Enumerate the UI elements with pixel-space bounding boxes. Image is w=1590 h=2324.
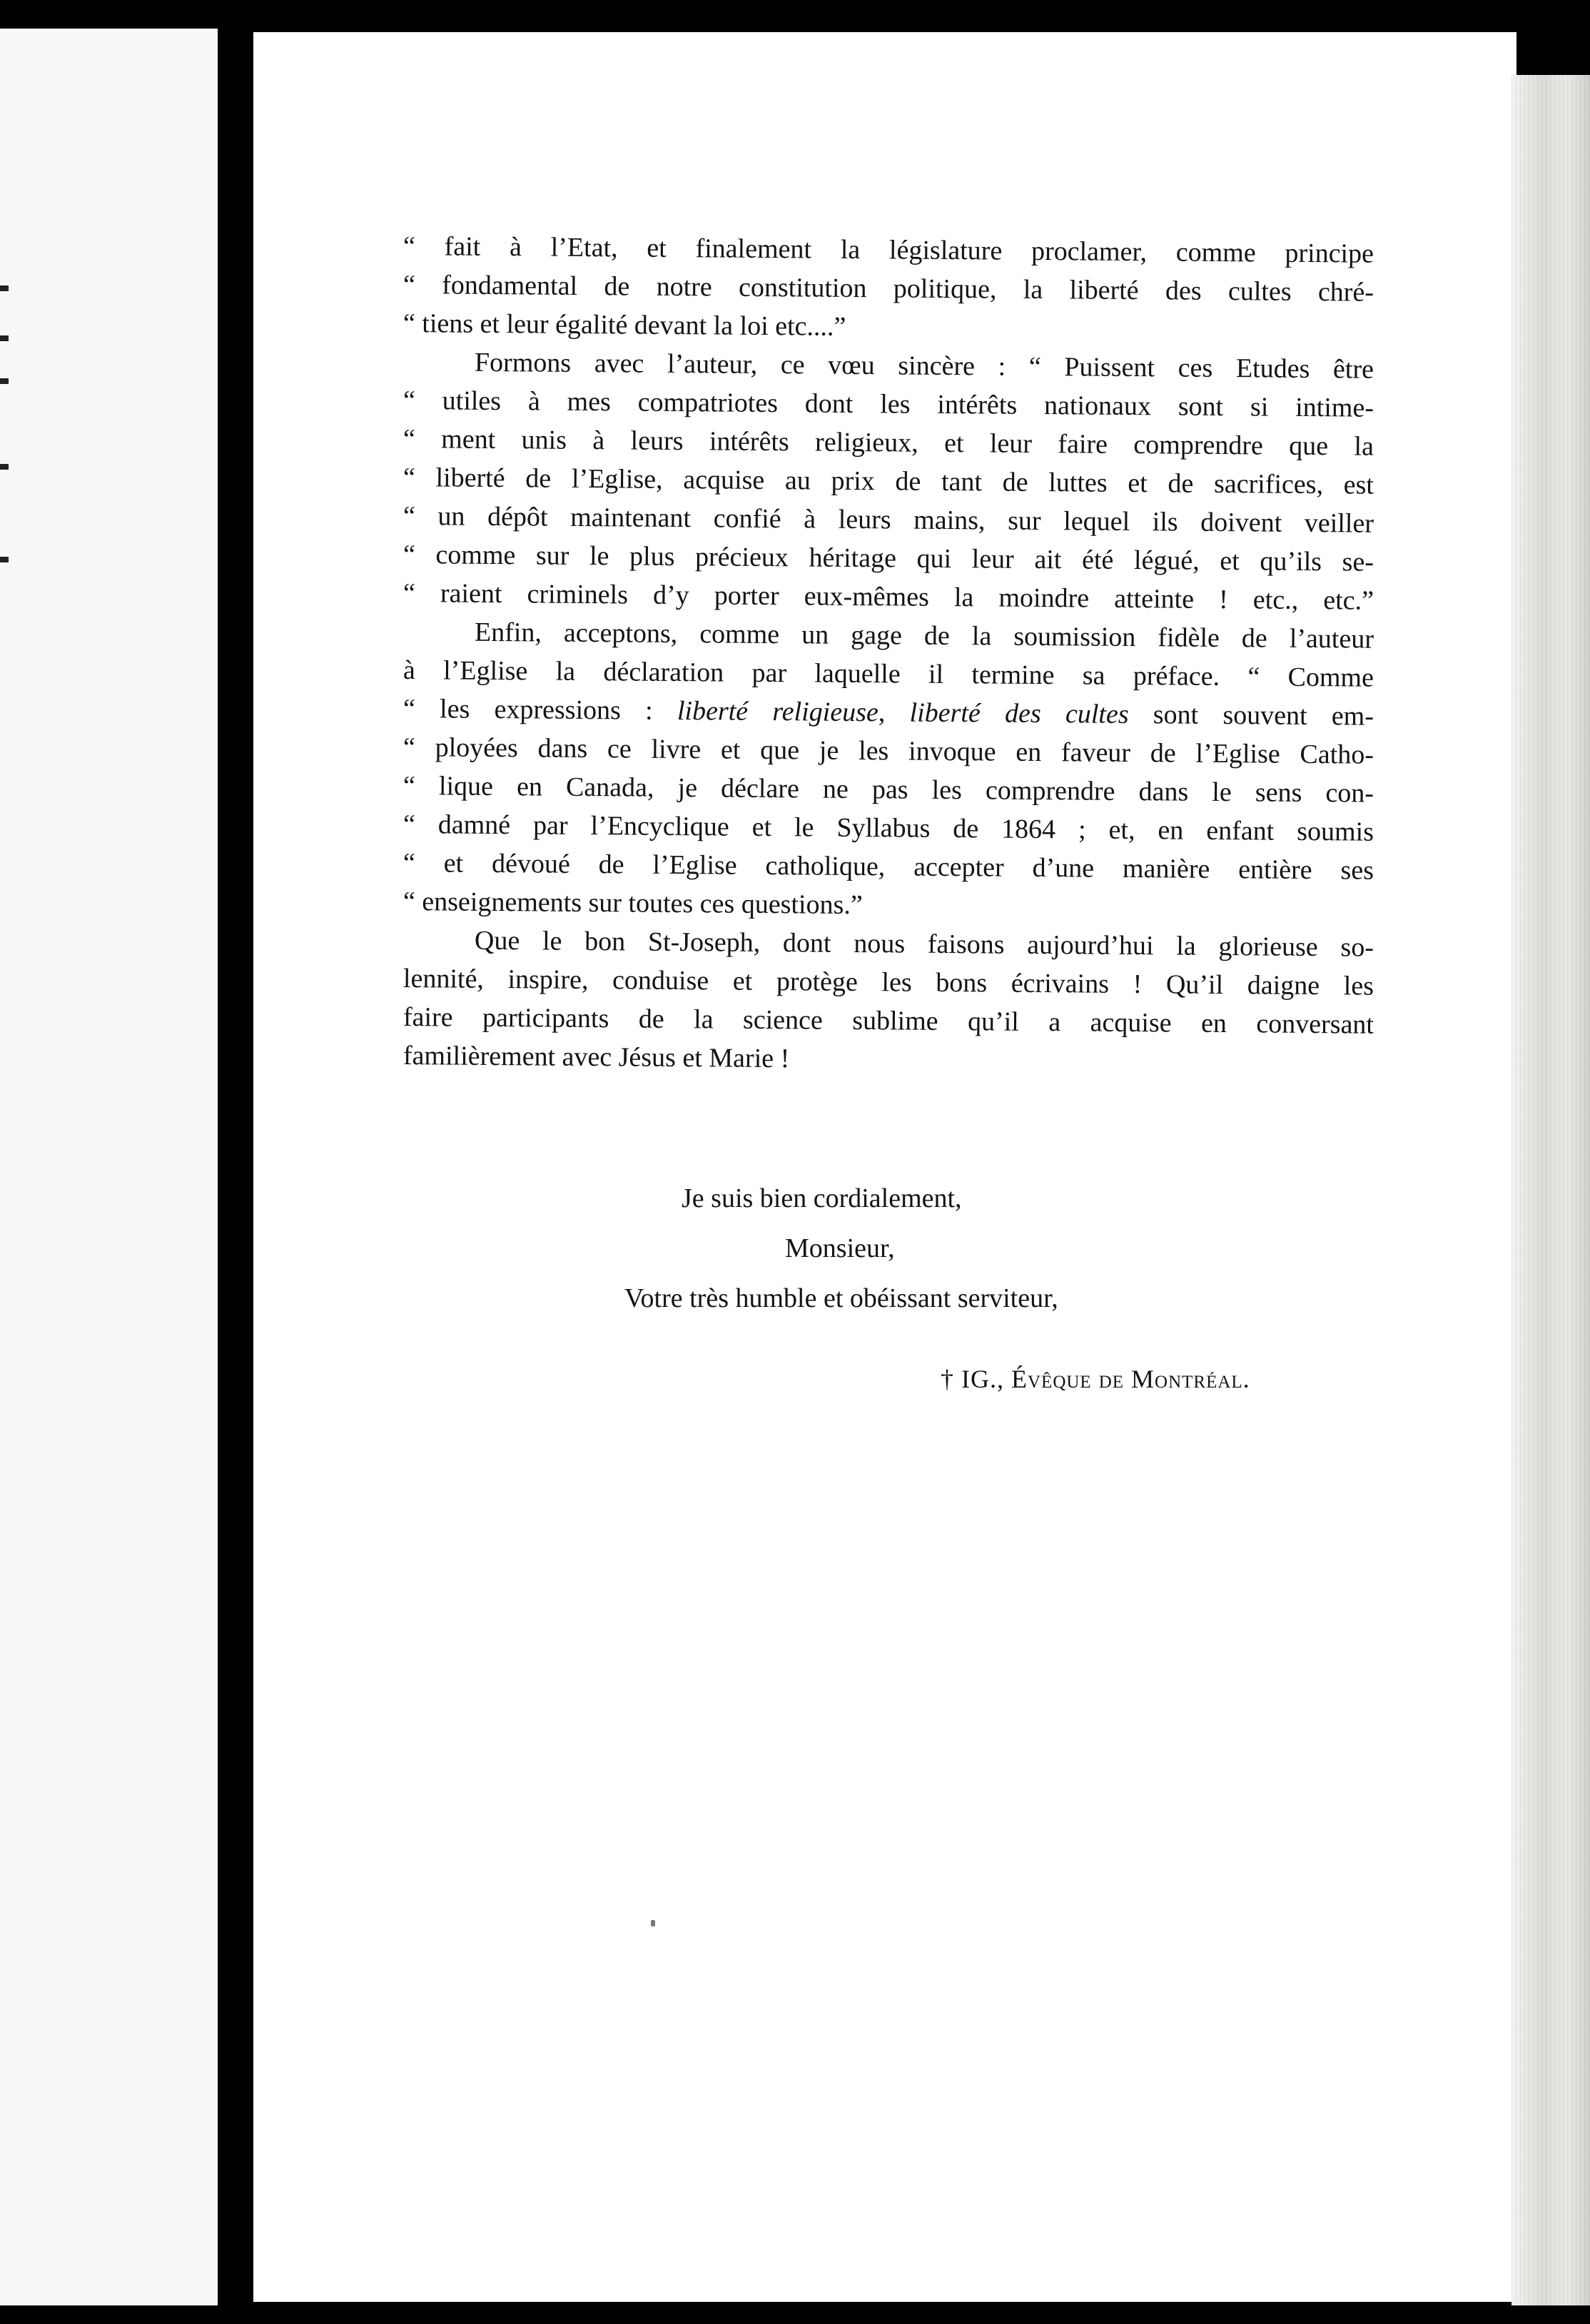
closing-serviteur: Votre très humble et obéissant serviteur,	[624, 1283, 1058, 1313]
letter-body	[403, 227, 1374, 1075]
expressions-suffix: sont souvent em-	[1128, 699, 1374, 732]
text-line: “ lique en Canada, je déclare ne pas les comprendre dans le sens con-	[402, 771, 1374, 809]
closing-monsieur: Monsieur,	[785, 1233, 895, 1263]
text-line: “ ployées dans ce livre et que je les invoque en faveur de l’Eglise Catho-	[402, 732, 1374, 770]
text-line: “ un dépôt maintenant confié à leurs mains, sur lequel ils doivent veiller	[402, 501, 1374, 539]
expressions-italic-cultes: liberté des cultes	[909, 697, 1129, 729]
paper-speck	[651, 1920, 655, 1926]
text-line: Que le bon St-Joseph, dont nous faisons aujourd’hui la glorieuse so-	[474, 925, 1374, 963]
left-page-margin-marks	[0, 286, 10, 585]
text-line: lennité, inspire, conduise et protège les bons écrivains ! Qu’il daigne les	[402, 964, 1374, 1001]
text-line: “ fait à l’Etat, et finalement la législature proclamer, comme principe	[402, 231, 1374, 269]
expressions-prefix: “ les expressions :	[402, 694, 678, 727]
text-line: faire participants de la science sublime qu’il a acquise en conversant	[402, 1002, 1374, 1040]
text-line: “ ment unis à leurs intérêts religieux, et leur faire comprendre que la	[402, 424, 1374, 462]
text-line: “ liberté de l’Eglise, acquise au prix de tant de luttes et de sacrifices, est	[402, 463, 1374, 500]
text-line: “ fondamental de notre constitution politique, la liberté des cultes chré-	[402, 270, 1374, 308]
text-line: “ comme sur le plus précieux héritage qui leur ait été légué, et qu’ils se-	[402, 540, 1374, 577]
signature-name: IG.,	[961, 1365, 1004, 1393]
page-edge-stack	[1511, 75, 1590, 2305]
text-line: “ et dévoué de l’Eglise catholique, accepter d’une manière entière ses	[402, 848, 1374, 886]
expressions-italic-religieuse: liberté religieuse	[677, 696, 879, 728]
signature-title: Évêque de Montréal.	[1011, 1365, 1250, 1393]
text-line: Enfin, acceptons, comme un gage de la soumission fidèle de l’auteur	[474, 617, 1374, 655]
text-line: Formons avec l’auteur, ce vœu sincère : “ Puissent ces Etudes être	[474, 347, 1374, 385]
signature	[941, 1360, 1250, 1398]
text-line: “ utiles à mes compatriotes dont les intérêts nationaux sont si intime-	[402, 385, 1374, 423]
closing-cordialement: Je suis bien cordialement,	[682, 1183, 962, 1213]
text-line: à l’Eglise la déclaration par laquelle il termine sa préface. “ Comme	[402, 655, 1374, 693]
text-line: “ damné par l’Encyclique et le Syllabus de 1864 ; et, en enfant soumis	[402, 809, 1374, 847]
left-facing-page	[0, 29, 218, 2305]
cross-icon: †	[941, 1365, 954, 1393]
text-line: “ raient criminels d’y porter eux-mêmes la moindre atteinte ! etc., etc.”	[402, 578, 1374, 616]
text-line: “ tiens et leur égalité devant la loi etc....”	[402, 308, 846, 342]
text-line: familièrement avec Jésus et Marie !	[402, 1041, 790, 1074]
text-line: “ enseignements sur toutes ces questions.”	[402, 886, 863, 921]
expressions-separator: ,	[878, 697, 910, 728]
